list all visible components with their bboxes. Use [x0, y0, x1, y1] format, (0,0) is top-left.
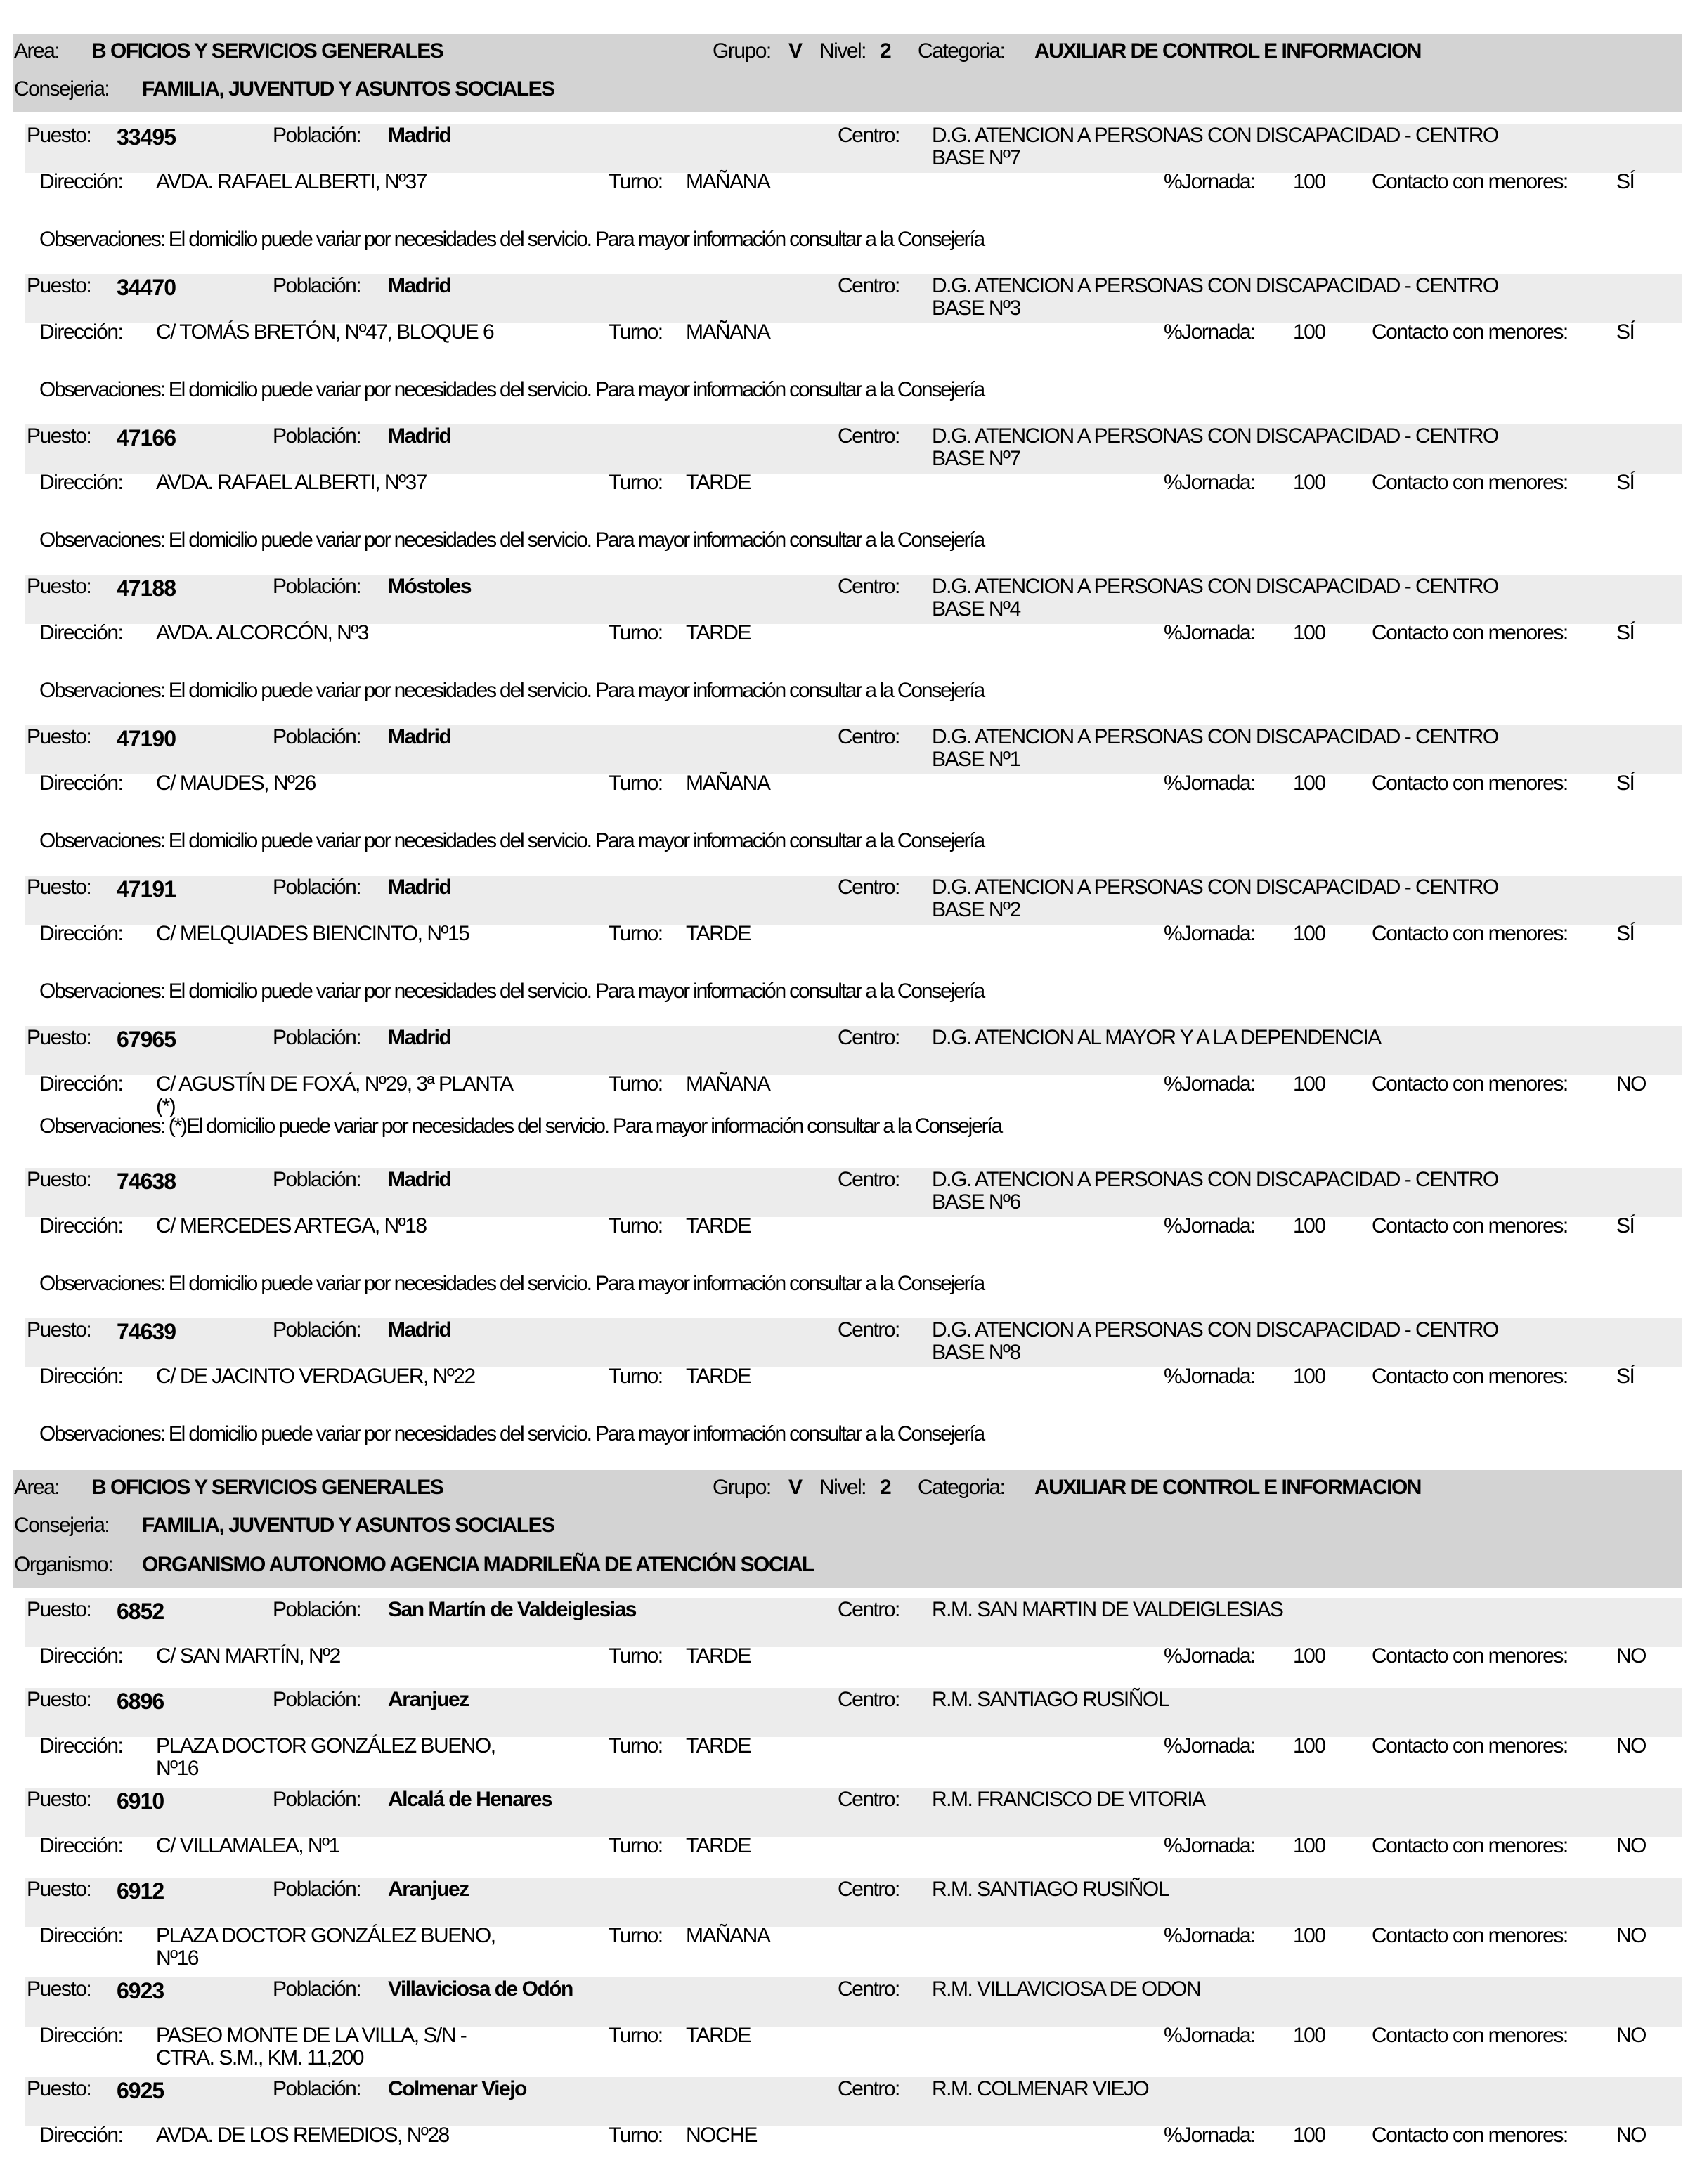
centro-value: R.M. FRANCISCO DE VITORIA — [932, 1788, 1205, 1811]
contacto-label: Contacto con menores: — [1372, 772, 1568, 795]
direccion-label: Dirección: — [39, 1214, 123, 1237]
turno-label: Turno: — [609, 2024, 663, 2047]
contacto-value: SÍ — [1616, 621, 1635, 644]
observaciones-line — [39, 228, 984, 252]
turno-label: Turno: — [609, 621, 663, 644]
observaciones-value: (*)El domicilio puede variar por necesidades del servicio. Para mayor información consultar a la Consejería — [168, 1114, 1002, 1138]
contacto-value: SÍ — [1616, 772, 1635, 795]
turno-value: TARDE — [686, 1214, 751, 1237]
consejeria-label: Consejeria: — [14, 1514, 110, 1537]
puesto-record — [0, 124, 1695, 251]
puesto-number: 47191 — [117, 876, 176, 902]
puesto-number: 6852 — [117, 1599, 164, 1624]
contacto-label: Contacto con menores: — [1372, 2024, 1568, 2047]
puesto-number: 6923 — [117, 1978, 164, 2003]
poblacion-label: Población: — [273, 575, 361, 598]
section-header — [13, 1470, 1682, 1588]
contacto-label: Contacto con menores: — [1372, 1072, 1568, 1096]
poblacion-value: Colmenar Viejo — [388, 2077, 526, 2100]
direccion-label: Dirección: — [39, 471, 123, 494]
contacto-label: Contacto con menores: — [1372, 471, 1568, 494]
observaciones-label: Observaciones: — [39, 1272, 164, 1295]
grupo-label: Grupo: — [713, 1476, 771, 1499]
puesto-number: 47188 — [117, 576, 176, 601]
poblacion-value: San Martín de Valdeiglesias — [388, 1598, 636, 1621]
puesto-record — [0, 1977, 1695, 2076]
centro-value: R.M. SANTIAGO RUSIÑOL — [932, 1688, 1169, 1711]
centro-value: BASE Nº4 — [932, 597, 1020, 620]
puesto-number: 34470 — [117, 275, 176, 300]
direccion-value: C/ MAUDES, Nº26 — [156, 772, 316, 795]
turno-value: TARDE — [686, 1734, 751, 1757]
contacto-label: Contacto con menores: — [1372, 1924, 1568, 1947]
turno-value: TARDE — [686, 1365, 751, 1388]
contacto-label: Contacto con menores: — [1372, 1734, 1568, 1757]
centro-label: Centro: — [838, 1878, 900, 1901]
header-row-area — [13, 34, 1682, 69]
observaciones-label: Observaciones: — [39, 829, 164, 852]
turno-value: TARDE — [686, 1644, 751, 1668]
turno-value: MAÑANA — [686, 1072, 770, 1096]
contacto-label: Contacto con menores: — [1372, 1834, 1568, 1857]
puesto-record — [0, 1026, 1695, 1138]
jornada-label: %Jornada: — [1164, 320, 1255, 344]
poblacion-value: Móstoles — [388, 575, 472, 598]
puesto-label: Puesto: — [27, 725, 91, 748]
puesto-record — [0, 1598, 1695, 1696]
observaciones-line — [39, 378, 984, 402]
section-header — [13, 34, 1682, 112]
header-row-area — [13, 1470, 1682, 1505]
centro-label: Centro: — [838, 2077, 900, 2100]
puesto-record — [0, 274, 1695, 401]
header-row-consejeria — [13, 1508, 1682, 1543]
direccion-label: Dirección: — [39, 922, 123, 945]
observaciones-value: El domicilio puede variar por necesidades del servicio. Para mayor información consultar a la Consejería — [168, 679, 984, 702]
observaciones-value: El domicilio puede variar por necesidades del servicio. Para mayor información consultar a la Consejería — [168, 980, 984, 1003]
poblacion-label: Población: — [273, 876, 361, 899]
turno-value: MAÑANA — [686, 170, 770, 193]
observaciones-value: El domicilio puede variar por necesidades del servicio. Para mayor información consultar a la Consejería — [168, 829, 984, 852]
centro-value: BASE Nº3 — [932, 297, 1020, 320]
observaciones-line — [39, 1272, 984, 1296]
puesto-number: 6912 — [117, 1878, 164, 1904]
centro-label: Centro: — [838, 1168, 900, 1191]
categoria-value: AUXILIAR DE CONTROL E INFORMACION — [1034, 39, 1421, 63]
jornada-label: %Jornada: — [1164, 772, 1255, 795]
centro-value: BASE Nº2 — [932, 898, 1020, 921]
turno-label: Turno: — [609, 320, 663, 344]
puesto-label: Puesto: — [27, 1318, 91, 1341]
poblacion-value: Madrid — [388, 1318, 451, 1341]
poblacion-value: Alcalá de Henares — [388, 1788, 552, 1811]
puesto-record — [0, 575, 1695, 702]
observaciones-line — [39, 980, 984, 1003]
poblacion-label: Población: — [273, 124, 361, 147]
categoria-label: Categoria: — [918, 1476, 1005, 1499]
poblacion-value: Madrid — [388, 725, 451, 748]
contacto-value: SÍ — [1616, 320, 1635, 344]
turno-label: Turno: — [609, 1644, 663, 1668]
centro-label: Centro: — [838, 1026, 900, 1049]
centro-value: BASE Nº7 — [932, 447, 1020, 470]
consejeria-label: Consejeria: — [14, 77, 110, 100]
centro-label: Centro: — [838, 1788, 900, 1811]
grupo-value: V — [788, 39, 802, 63]
contacto-label: Contacto con menores: — [1372, 922, 1568, 945]
observaciones-line — [39, 829, 984, 853]
categoria-label: Categoria: — [918, 39, 1005, 63]
observaciones-label: Observaciones: — [39, 679, 164, 702]
direccion-value: Nº16 — [156, 1946, 198, 1970]
contacto-value: NO — [1616, 1072, 1646, 1096]
direccion-value: AVDA. RAFAEL ALBERTI, Nº37 — [156, 471, 427, 494]
direccion-value: AVDA. RAFAEL ALBERTI, Nº37 — [156, 170, 427, 193]
observaciones-value: El domicilio puede variar por necesidades del servicio. Para mayor información consultar a la Consejería — [168, 378, 984, 401]
observaciones-value: El domicilio puede variar por necesidades del servicio. Para mayor información consultar a la Consejería — [168, 1422, 984, 1445]
jornada-value: 100 — [1293, 621, 1325, 644]
area-value: B OFICIOS Y SERVICIOS GENERALES — [91, 39, 443, 63]
jornada-value: 100 — [1293, 2124, 1325, 2147]
contacto-value: SÍ — [1616, 1214, 1635, 1237]
centro-label: Centro: — [838, 274, 900, 297]
centro-value: BASE Nº8 — [932, 1341, 1020, 1364]
contacto-value: SÍ — [1616, 1365, 1635, 1388]
turno-value: MAÑANA — [686, 1924, 770, 1947]
puesto-record — [0, 1878, 1695, 1976]
centro-value: D.G. ATENCION A PERSONAS CON DISCAPACIDAD - CENTRO — [932, 876, 1498, 899]
contacto-label: Contacto con menores: — [1372, 1644, 1568, 1668]
poblacion-value: Madrid — [388, 124, 451, 147]
jornada-label: %Jornada: — [1164, 1644, 1255, 1668]
observaciones-line — [39, 1422, 984, 1446]
poblacion-label: Población: — [273, 1026, 361, 1049]
puesto-record — [0, 725, 1695, 852]
puesto-label: Puesto: — [27, 1977, 91, 2001]
turno-value: TARDE — [686, 471, 751, 494]
poblacion-label: Población: — [273, 1878, 361, 1901]
contacto-value: NO — [1616, 2124, 1646, 2147]
poblacion-label: Población: — [273, 1688, 361, 1711]
puesto-record — [0, 876, 1695, 1003]
organismo-value: ORGANISMO AUTONOMO AGENCIA MADRILEÑA DE ATENCIÓN SOCIAL — [142, 1553, 814, 1576]
jornada-label: %Jornada: — [1164, 2124, 1255, 2147]
turno-label: Turno: — [609, 1924, 663, 1947]
puesto-label: Puesto: — [27, 424, 91, 448]
jornada-value: 100 — [1293, 1214, 1325, 1237]
jornada-label: %Jornada: — [1164, 922, 1255, 945]
centro-value: R.M. SANTIAGO RUSIÑOL — [932, 1878, 1169, 1901]
poblacion-value: Madrid — [388, 1026, 451, 1049]
poblacion-value: Madrid — [388, 876, 451, 899]
centro-label: Centro: — [838, 124, 900, 147]
poblacion-label: Población: — [273, 1788, 361, 1811]
turno-value: TARDE — [686, 1834, 751, 1857]
header-row-organismo — [13, 1547, 1682, 1582]
poblacion-value: Madrid — [388, 1168, 451, 1191]
turno-label: Turno: — [609, 1365, 663, 1388]
puesto-number: 74639 — [117, 1319, 176, 1344]
observaciones-label: Observaciones: — [39, 1114, 164, 1138]
observaciones-line — [39, 679, 984, 703]
contacto-value: SÍ — [1616, 471, 1635, 494]
centro-value: BASE Nº6 — [932, 1190, 1020, 1214]
direccion-value: C/ MERCEDES ARTEGA, Nº18 — [156, 1214, 427, 1237]
direccion-value: PASEO MONTE DE LA VILLA, S/N - — [156, 2024, 467, 2047]
jornada-value: 100 — [1293, 772, 1325, 795]
centro-label: Centro: — [838, 725, 900, 748]
centro-value: R.M. COLMENAR VIEJO — [932, 2077, 1149, 2100]
jornada-label: %Jornada: — [1164, 471, 1255, 494]
puesto-label: Puesto: — [27, 1878, 91, 1901]
observaciones-value: El domicilio puede variar por necesidades del servicio. Para mayor información consultar a la Consejería — [168, 228, 984, 251]
direccion-label: Dirección: — [39, 1644, 123, 1668]
header-row-consejeria — [13, 72, 1682, 107]
direccion-label: Dirección: — [39, 170, 123, 193]
direccion-value: C/ TOMÁS BRETÓN, Nº47, BLOQUE 6 — [156, 320, 494, 344]
poblacion-label: Población: — [273, 1318, 361, 1341]
turno-value: TARDE — [686, 922, 751, 945]
puesto-number: 74638 — [117, 1169, 176, 1194]
direccion-value: Nº16 — [156, 1757, 198, 1780]
nivel-value: 2 — [880, 1476, 891, 1499]
grupo-label: Grupo: — [713, 39, 771, 63]
direccion-label: Dirección: — [39, 621, 123, 644]
direccion-value: PLAZA DOCTOR GONZÁLEZ BUENO, — [156, 1734, 495, 1757]
centro-label: Centro: — [838, 575, 900, 598]
puesto-label: Puesto: — [27, 575, 91, 598]
jornada-label: %Jornada: — [1164, 170, 1255, 193]
turno-label: Turno: — [609, 1214, 663, 1237]
jornada-label: %Jornada: — [1164, 1734, 1255, 1757]
jornada-value: 100 — [1293, 170, 1325, 193]
direccion-value: C/ SAN MARTÍN, Nº2 — [156, 1644, 340, 1668]
centro-value: R.M. SAN MARTIN DE VALDEIGLESIAS — [932, 1598, 1283, 1621]
puesto-record — [0, 1168, 1695, 1295]
turno-label: Turno: — [609, 471, 663, 494]
observaciones-label: Observaciones: — [39, 378, 164, 401]
contacto-value: SÍ — [1616, 170, 1635, 193]
contacto-value: NO — [1616, 1644, 1646, 1668]
puesto-number: 67965 — [117, 1027, 176, 1052]
grupo-value: V — [788, 1476, 802, 1499]
jornada-label: %Jornada: — [1164, 621, 1255, 644]
puesto-number: 6925 — [117, 2078, 164, 2103]
jornada-value: 100 — [1293, 1834, 1325, 1857]
direccion-value: C/ MELQUIADES BIENCINTO, Nº15 — [156, 922, 469, 945]
poblacion-label: Población: — [273, 2077, 361, 2100]
jornada-value: 100 — [1293, 1644, 1325, 1668]
jornada-value: 100 — [1293, 1365, 1325, 1388]
direccion-value: (*) — [156, 1095, 176, 1118]
turno-value: NOCHE — [686, 2124, 757, 2147]
puesto-record — [0, 1318, 1695, 1445]
centro-value: D.G. ATENCION AL MAYOR Y A LA DEPENDENCIA — [932, 1026, 1381, 1049]
puesto-label: Puesto: — [27, 1026, 91, 1049]
puesto-record — [0, 1788, 1695, 1886]
direccion-label: Dirección: — [39, 1072, 123, 1096]
poblacion-value: Madrid — [388, 274, 451, 297]
jornada-value: 100 — [1293, 1734, 1325, 1757]
centro-value: BASE Nº1 — [932, 748, 1020, 771]
puesto-number: 47166 — [117, 425, 176, 450]
turno-label: Turno: — [609, 170, 663, 193]
direccion-value: AVDA. ALCORCÓN, Nº3 — [156, 621, 368, 644]
puesto-record — [0, 2077, 1695, 2176]
poblacion-value: Aranjuez — [388, 1878, 469, 1901]
contacto-value: NO — [1616, 1924, 1646, 1947]
direccion-value: C/ AGUSTÍN DE FOXÁ, Nº29, 3ª PLANTA — [156, 1072, 513, 1096]
direccion-value: C/ DE JACINTO VERDAGUER, Nº22 — [156, 1365, 475, 1388]
puesto-number: 6910 — [117, 1788, 164, 1814]
turno-label: Turno: — [609, 922, 663, 945]
centro-value: D.G. ATENCION A PERSONAS CON DISCAPACIDAD - CENTRO — [932, 575, 1498, 598]
nivel-value: 2 — [880, 39, 891, 63]
centro-value: D.G. ATENCION A PERSONAS CON DISCAPACIDAD - CENTRO — [932, 274, 1498, 297]
observaciones-value: El domicilio puede variar por necesidades del servicio. Para mayor información consultar a la Consejería — [168, 528, 984, 552]
puesto-label: Puesto: — [27, 1168, 91, 1191]
contacto-label: Contacto con menores: — [1372, 1365, 1568, 1388]
direccion-label: Dirección: — [39, 1834, 123, 1857]
area-label: Area: — [14, 1476, 60, 1499]
puesto-label: Puesto: — [27, 1788, 91, 1811]
centro-value: D.G. ATENCION A PERSONAS CON DISCAPACIDAD - CENTRO — [932, 1318, 1498, 1341]
area-value: B OFICIOS Y SERVICIOS GENERALES — [91, 1476, 443, 1499]
puesto-record — [0, 424, 1695, 552]
direccion-label: Dirección: — [39, 1924, 123, 1947]
jornada-value: 100 — [1293, 922, 1325, 945]
puesto-label: Puesto: — [27, 274, 91, 297]
contacto-value: SÍ — [1616, 922, 1635, 945]
observaciones-label: Observaciones: — [39, 980, 164, 1003]
centro-label: Centro: — [838, 424, 900, 448]
puesto-label: Puesto: — [27, 876, 91, 899]
jornada-label: %Jornada: — [1164, 1365, 1255, 1388]
poblacion-label: Población: — [273, 1168, 361, 1191]
turno-label: Turno: — [609, 1834, 663, 1857]
turno-value: TARDE — [686, 2024, 751, 2047]
poblacion-label: Población: — [273, 424, 361, 448]
puesto-number: 33495 — [117, 124, 176, 150]
centro-label: Centro: — [838, 876, 900, 899]
direccion-value: AVDA. DE LOS REMEDIOS, Nº28 — [156, 2124, 449, 2147]
jornada-value: 100 — [1293, 1924, 1325, 1947]
centro-value: D.G. ATENCION A PERSONAS CON DISCAPACIDAD - CENTRO — [932, 725, 1498, 748]
poblacion-label: Población: — [273, 274, 361, 297]
contacto-label: Contacto con menores: — [1372, 320, 1568, 344]
jornada-value: 100 — [1293, 471, 1325, 494]
categoria-value: AUXILIAR DE CONTROL E INFORMACION — [1034, 1476, 1421, 1499]
nivel-label: Nivel: — [819, 39, 866, 63]
jornada-label: %Jornada: — [1164, 2024, 1255, 2047]
jornada-label: %Jornada: — [1164, 1834, 1255, 1857]
contacto-value: NO — [1616, 1834, 1646, 1857]
nivel-label: Nivel: — [819, 1476, 866, 1499]
jornada-label: %Jornada: — [1164, 1924, 1255, 1947]
contacto-label: Contacto con menores: — [1372, 1214, 1568, 1237]
puesto-number: 6896 — [117, 1689, 164, 1714]
jornada-value: 100 — [1293, 320, 1325, 344]
direccion-label: Dirección: — [39, 1734, 123, 1757]
turno-value: MAÑANA — [686, 320, 770, 344]
contacto-value: NO — [1616, 1734, 1646, 1757]
turno-value: MAÑANA — [686, 772, 770, 795]
puesto-number: 47190 — [117, 726, 176, 751]
jornada-value: 100 — [1293, 2024, 1325, 2047]
poblacion-label: Población: — [273, 725, 361, 748]
contacto-label: Contacto con menores: — [1372, 2124, 1568, 2147]
centro-label: Centro: — [838, 1318, 900, 1341]
direccion-label: Dirección: — [39, 2124, 123, 2147]
jornada-value: 100 — [1293, 1072, 1325, 1096]
puesto-label: Puesto: — [27, 2077, 91, 2100]
poblacion-value: Madrid — [388, 424, 451, 448]
contacto-label: Contacto con menores: — [1372, 170, 1568, 193]
direccion-value: CTRA. S.M., KM. 11,200 — [156, 2046, 363, 2069]
centro-value: D.G. ATENCION A PERSONAS CON DISCAPACIDAD - CENTRO — [932, 124, 1498, 147]
organismo-label: Organismo: — [14, 1553, 113, 1576]
puesto-label: Puesto: — [27, 1598, 91, 1621]
observaciones-label: Observaciones: — [39, 528, 164, 552]
poblacion-value: Aranjuez — [388, 1688, 469, 1711]
turno-value: TARDE — [686, 621, 751, 644]
puesto-label: Puesto: — [27, 124, 91, 147]
centro-label: Centro: — [838, 1977, 900, 2001]
direccion-value: PLAZA DOCTOR GONZÁLEZ BUENO, — [156, 1924, 495, 1947]
centro-value: D.G. ATENCION A PERSONAS CON DISCAPACIDAD - CENTRO — [932, 1168, 1498, 1191]
poblacion-label: Población: — [273, 1598, 361, 1621]
consejeria-value: FAMILIA, JUVENTUD Y ASUNTOS SOCIALES — [142, 1514, 554, 1537]
direccion-label: Dirección: — [39, 772, 123, 795]
puesto-label: Puesto: — [27, 1688, 91, 1711]
direccion-label: Dirección: — [39, 320, 123, 344]
puesto-record — [0, 1688, 1695, 1786]
jornada-label: %Jornada: — [1164, 1072, 1255, 1096]
centro-label: Centro: — [838, 1688, 900, 1711]
area-label: Area: — [14, 39, 60, 63]
contacto-label: Contacto con menores: — [1372, 621, 1568, 644]
turno-label: Turno: — [609, 2124, 663, 2147]
turno-label: Turno: — [609, 1734, 663, 1757]
observaciones-line — [39, 528, 984, 552]
centro-value: BASE Nº7 — [932, 146, 1020, 169]
consejeria-value: FAMILIA, JUVENTUD Y ASUNTOS SOCIALES — [142, 77, 554, 100]
poblacion-value: Villaviciosa de Odón — [388, 1977, 573, 2001]
observaciones-line — [39, 1114, 1001, 1138]
poblacion-label: Población: — [273, 1977, 361, 2001]
centro-value: R.M. VILLAVICIOSA DE ODON — [932, 1977, 1201, 2001]
turno-label: Turno: — [609, 772, 663, 795]
observaciones-label: Observaciones: — [39, 228, 164, 251]
observaciones-value: El domicilio puede variar por necesidades del servicio. Para mayor información consultar a la Consejería — [168, 1272, 984, 1295]
turno-label: Turno: — [609, 1072, 663, 1096]
jornada-label: %Jornada: — [1164, 1214, 1255, 1237]
contacto-value: NO — [1616, 2024, 1646, 2047]
direccion-value: C/ VILLAMALEA, Nº1 — [156, 1834, 339, 1857]
direccion-label: Dirección: — [39, 1365, 123, 1388]
centro-value: D.G. ATENCION A PERSONAS CON DISCAPACIDAD - CENTRO — [932, 424, 1498, 448]
observaciones-label: Observaciones: — [39, 1422, 164, 1445]
direccion-label: Dirección: — [39, 2024, 123, 2047]
centro-label: Centro: — [838, 1598, 900, 1621]
